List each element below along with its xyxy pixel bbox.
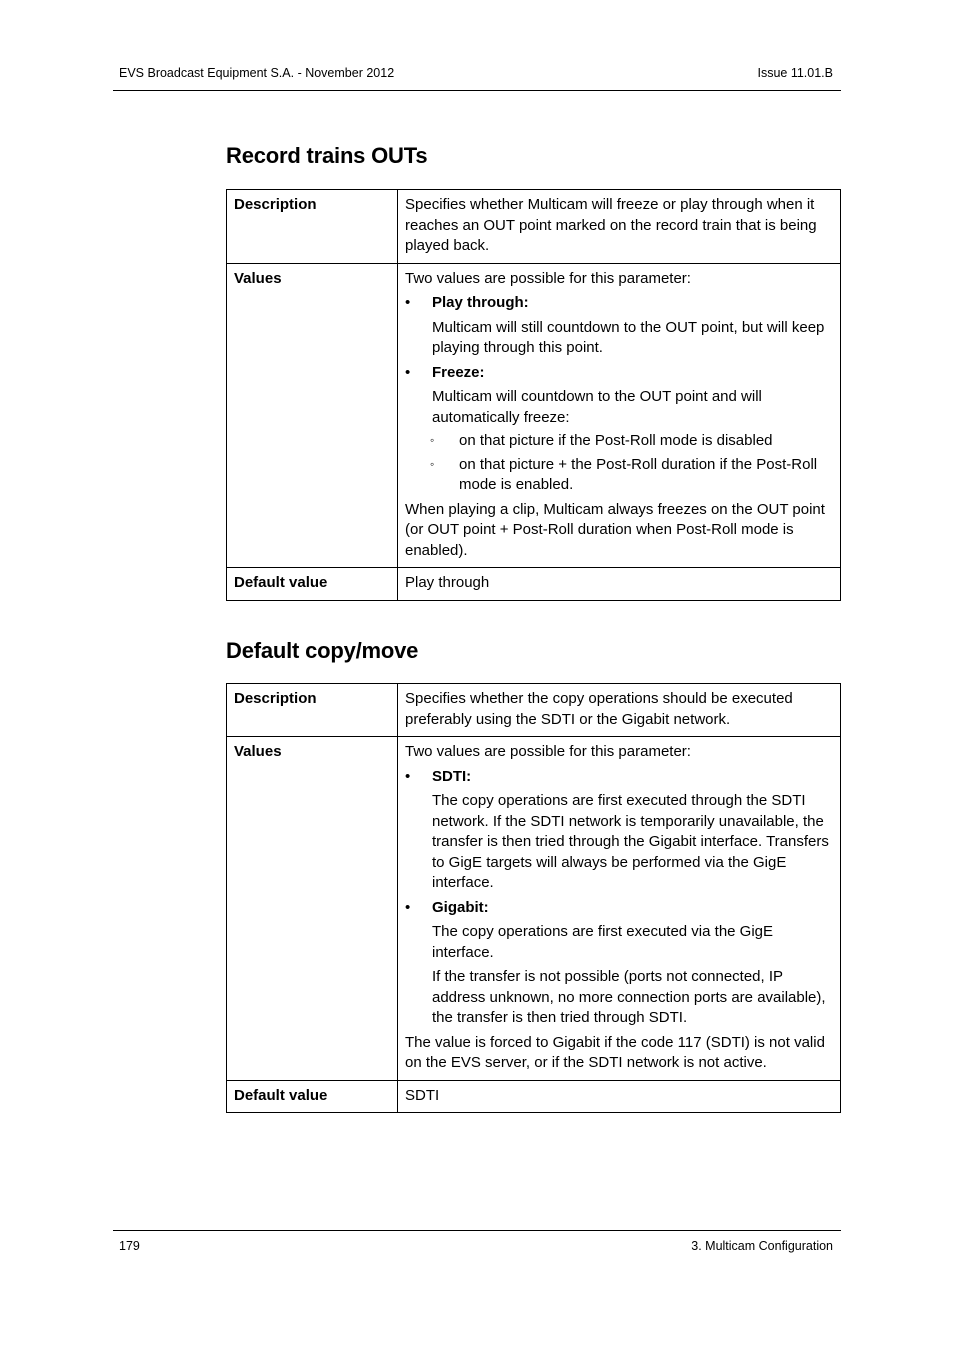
- list-item: [405, 363, 834, 384]
- circle-bullet-icon: ◦: [430, 456, 435, 471]
- bullet-icon: •: [405, 294, 411, 311]
- row-label: Default value: [227, 568, 398, 601]
- item-title: Freeze:: [432, 363, 485, 381]
- item-title: SDTI:: [432, 767, 472, 785]
- table-row-description: [227, 190, 841, 264]
- bullet-icon: •: [405, 898, 411, 916]
- sub-list-item: [405, 455, 834, 496]
- bullet-icon: •: [405, 363, 411, 381]
- record-trains-outs-table: [226, 189, 841, 601]
- values-intro: Two values are possible for this parameter:: [405, 743, 691, 760]
- table-row-values: [227, 263, 841, 568]
- circle-bullet-icon: ◦: [430, 433, 435, 447]
- bullet-icon: •: [405, 767, 411, 785]
- row-value: [398, 737, 841, 1081]
- default-copy-move-table: [226, 683, 841, 1113]
- row-label: Values: [227, 737, 398, 1081]
- row-value: Specifies whether Multicam will freeze or play through when it reaches an OUT point marked on the record train that is being played back.: [398, 190, 841, 264]
- list-item: [405, 767, 834, 788]
- page-footer: [113, 1230, 841, 1253]
- list-item: [405, 293, 834, 314]
- header-issue: Issue 11.01.B: [757, 66, 833, 80]
- row-label: Description: [227, 684, 398, 737]
- item-text: Multicam will still countdown to the OUT point, but will keep playing through this point.: [432, 318, 825, 356]
- header-publisher: EVS Broadcast Equipment S.A. - November 2012: [119, 66, 395, 80]
- page-header: [113, 64, 841, 91]
- row-label: Default value: [227, 1080, 398, 1113]
- table-row-default: [227, 568, 841, 601]
- item-text: If the transfer is not possible (ports not connected, IP address unknown, no more connection ports are available), the transfer is then tried through SDTI.: [432, 968, 826, 1026]
- table-row-values: [227, 737, 841, 1081]
- row-value: Play through: [398, 568, 841, 601]
- sub-list-item: [405, 431, 834, 452]
- table-row-description: [227, 684, 841, 737]
- values-intro: Two values are possible for this parameter:: [405, 269, 691, 287]
- row-label: Description: [227, 190, 398, 264]
- chapter-title: 3. Multicam Configuration: [691, 1239, 833, 1253]
- values-outro: When playing a clip, Multicam always freezes on the OUT point (or OUT point + Post-Roll duration when Post-Roll mode is enabled).: [405, 500, 825, 559]
- section-title-record-trains-outs: Record trains OUTs: [226, 143, 428, 168]
- list-item: [405, 898, 834, 919]
- section-title-default-copy-move: Default copy/move: [226, 638, 419, 663]
- row-label: Values: [227, 263, 398, 568]
- sub-item-text: on that picture if the Post-Roll mode is disabled: [459, 432, 773, 449]
- page-number: 179: [119, 1239, 140, 1253]
- row-value: SDTI: [398, 1080, 841, 1113]
- item-title: Gigabit:: [432, 898, 489, 916]
- item-text: Multicam will countdown to the OUT point and will automatically freeze:: [432, 388, 762, 426]
- item-title: Play through:: [432, 294, 529, 311]
- row-value: [398, 263, 841, 568]
- values-outro: The value is forced to Gigabit if the code 117 (SDTI) is not valid on the EVS server, or if the SDTI network is not active.: [405, 1033, 825, 1071]
- item-text: The copy operations are first executed via the GigE interface.: [432, 923, 774, 961]
- table-row-default: [227, 1080, 841, 1113]
- item-text: The copy operations are first executed through the SDTI network. If the SDTI network is temporarily unavailable, the transfer is then tried through the Gigabit interface. Transfers to GigE targets will always be performed via the GigE interface.: [432, 792, 829, 891]
- row-value: Specifies whether the copy operations should be executed preferably using the SDTI or the Gigabit network.: [398, 684, 841, 737]
- sub-item-text: on that picture + the Post-Roll duration if the Post-Roll mode is enabled.: [459, 455, 818, 493]
